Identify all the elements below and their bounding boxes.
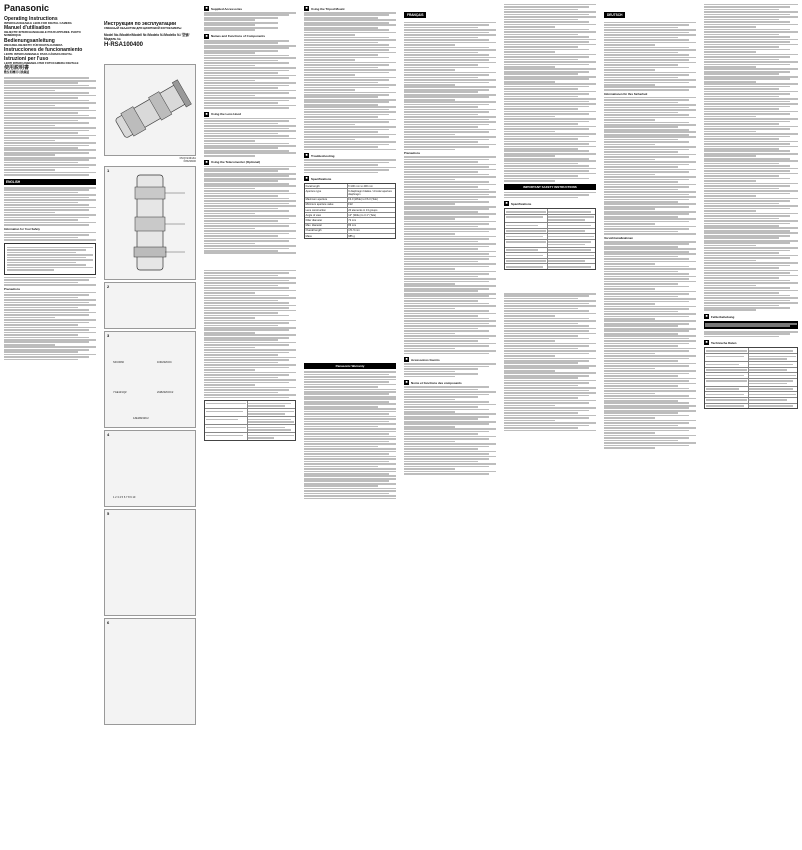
lens-photo [104,64,196,156]
heading-technische: ■ Technische Daten [705,340,737,345]
heading-names: ■ Names and Functions of Components [205,33,266,39]
title-es: Instrucciones de funcionamiento [4,46,83,53]
cover-column [0,0,100,850]
adapter-label-4: 2GB23ZC0C2 [157,391,174,395]
warning-bar: IMPORTANT SAFETY INSTRUCTIONS [504,184,596,190]
figure-5-number: 5 [107,511,110,517]
title-ru: Инструкция по эксплуатации [104,21,177,27]
adapter-label-5: 1ZE1B23ZC2 [133,417,149,421]
heading-specifications: ■ Specifications [305,176,332,181]
heading-troubleshooting: ■ Troubleshooting [305,153,335,158]
spec-row: Minimum aperture value F22 [305,203,395,208]
figure-2-number: 2 [107,284,110,290]
spec-row: Angle of view 12° (Wide) to 3.1° (Tele) [305,213,395,218]
adapter-label-1: SFC0060 [113,361,124,365]
subtitle-ru: СМЕННЫЙ ОБЪЕКТИВ ДЛЯ ЦИФРОВОЙ ФОТОКАМЕРЫ [104,26,182,30]
lens-illustration-icon [105,65,197,155]
english-column-b [300,0,400,850]
heading-fehlerbehebung: ■ Fehlerbehebung [705,314,735,319]
figure-3 [104,331,196,428]
figure-3-number: 3 [107,333,110,339]
title-de: Bedienungsanleitung [4,37,55,44]
french-column-b [500,0,600,850]
heading-precautions: Precautions [4,286,21,291]
cover-column-right [100,0,200,850]
spec-row: Maximum aperture F4.0 (Wide) to F6.3 (Tele) [305,198,395,203]
section-francais: FRANÇAIS [404,12,426,18]
spec-table [304,183,396,239]
figure-4 [104,430,196,507]
spec-table-fr [504,208,596,270]
scale-label: 1 2 3 4 5 6 7 8 9 10 [113,496,136,500]
spec-row: Mass 985 g [305,234,355,238]
warranty-header: Panasonic Warranty [304,363,396,369]
title-zh: 使用説明書 [4,65,30,72]
figure-4-number: 4 [107,432,110,438]
heading-teleconverter: ■ Using the Teleconverter (Optional) [205,159,260,165]
spec-row: Max. diameter 83 mm [305,224,395,229]
subtitle-it: LENTI INTERCAMBIABILI PER FOTOCAMERA DIGITALE [4,61,79,66]
section-deutsch: DEUTSCH [604,12,625,18]
heading-info-safety: Information for Your Safety [4,226,40,231]
figure-6 [104,618,196,725]
heading-lens-hood: ■ Using the Lens Hood [205,111,241,117]
spec-row: Lens construction 20 elements in 13 groups [305,208,395,213]
warning-bar-de [704,321,798,329]
spec-row: Aperture type 9 diaphragm blades / circular aperture diaphragm [305,189,395,197]
manufacturer-block [4,77,96,175]
figure-2 [104,282,196,329]
heading-precautions-fr: Précautions [404,151,421,156]
subtitle-zh: 數位相機用可換鏡頭 [4,70,30,75]
barcode-part: DVQX2431ZA [179,157,196,161]
french-column-a [400,0,500,850]
heading-supplied: ■ Supplied Accessories [205,6,243,11]
spec-row: Overall length 171.5 mm [305,229,395,234]
spec-table-de [704,347,798,409]
title-en: Operating Instructions [4,16,58,22]
english-column-a [200,0,300,850]
figure-1-number: 1 [107,168,110,174]
title-it: Istruzioni per l'uso [4,56,49,63]
heading-vorsicht: Vorsichtsmaßnahmen [604,235,634,240]
subtitle-fr: OBJECTIF INTERCHANGEABLE POUR APPAREIL PHOTO NUMÉRIQUE [4,30,81,38]
heading-informationen: Informationen für Ihre Sicherheit [604,91,648,96]
lens-diagram-icon [105,167,195,277]
barcode-date: F0523KD0 [183,160,196,164]
spec-row: Focal length f=100 mm to 400 mm [305,184,395,189]
figure-1 [104,166,196,280]
subtitle-es: LENTE INTERCAMBIABLE PARA CÁMARA DIGITAL [4,51,73,56]
figure-5 [104,509,196,616]
figure-6-number: 6 [107,620,110,626]
subtitle-de: WECHSELOBJEKTIV FÜR DIGITALKAMERA [4,42,63,47]
german-column-b [700,0,802,850]
german-column-a [600,0,700,850]
section-english: ENGLISH [4,179,96,185]
heading-specs-fr: ■ Spécifications [505,201,532,206]
heading-tripod: ■ Using the Tripod Mount [305,6,345,11]
disposal-box [4,243,96,275]
heading-noms: ■ Noms et fonctions des composants [405,380,462,385]
title-fr: Manuel d'utilisation [4,25,51,32]
heading-accessoires: ■ Accessoires fournis [405,357,440,362]
model-code: H-RSA100400 [104,42,144,49]
adapter-label-2: 1ND23ZC0C [157,361,172,365]
model-label: Model No./Modèle/Modell Nr./Modelo N./Modello N./ 型號/ Модель № [104,33,190,42]
subtitle-en: INTERCHANGEABLE LENS FOR DIGITAL CAMERA [4,21,72,25]
brand-logo: Panasonic [4,3,50,13]
spec-row: Filter diameter 72 mm [305,218,395,223]
adapter-label-3: YGE1Z1QZ [113,391,127,395]
symbol-table [204,400,296,441]
